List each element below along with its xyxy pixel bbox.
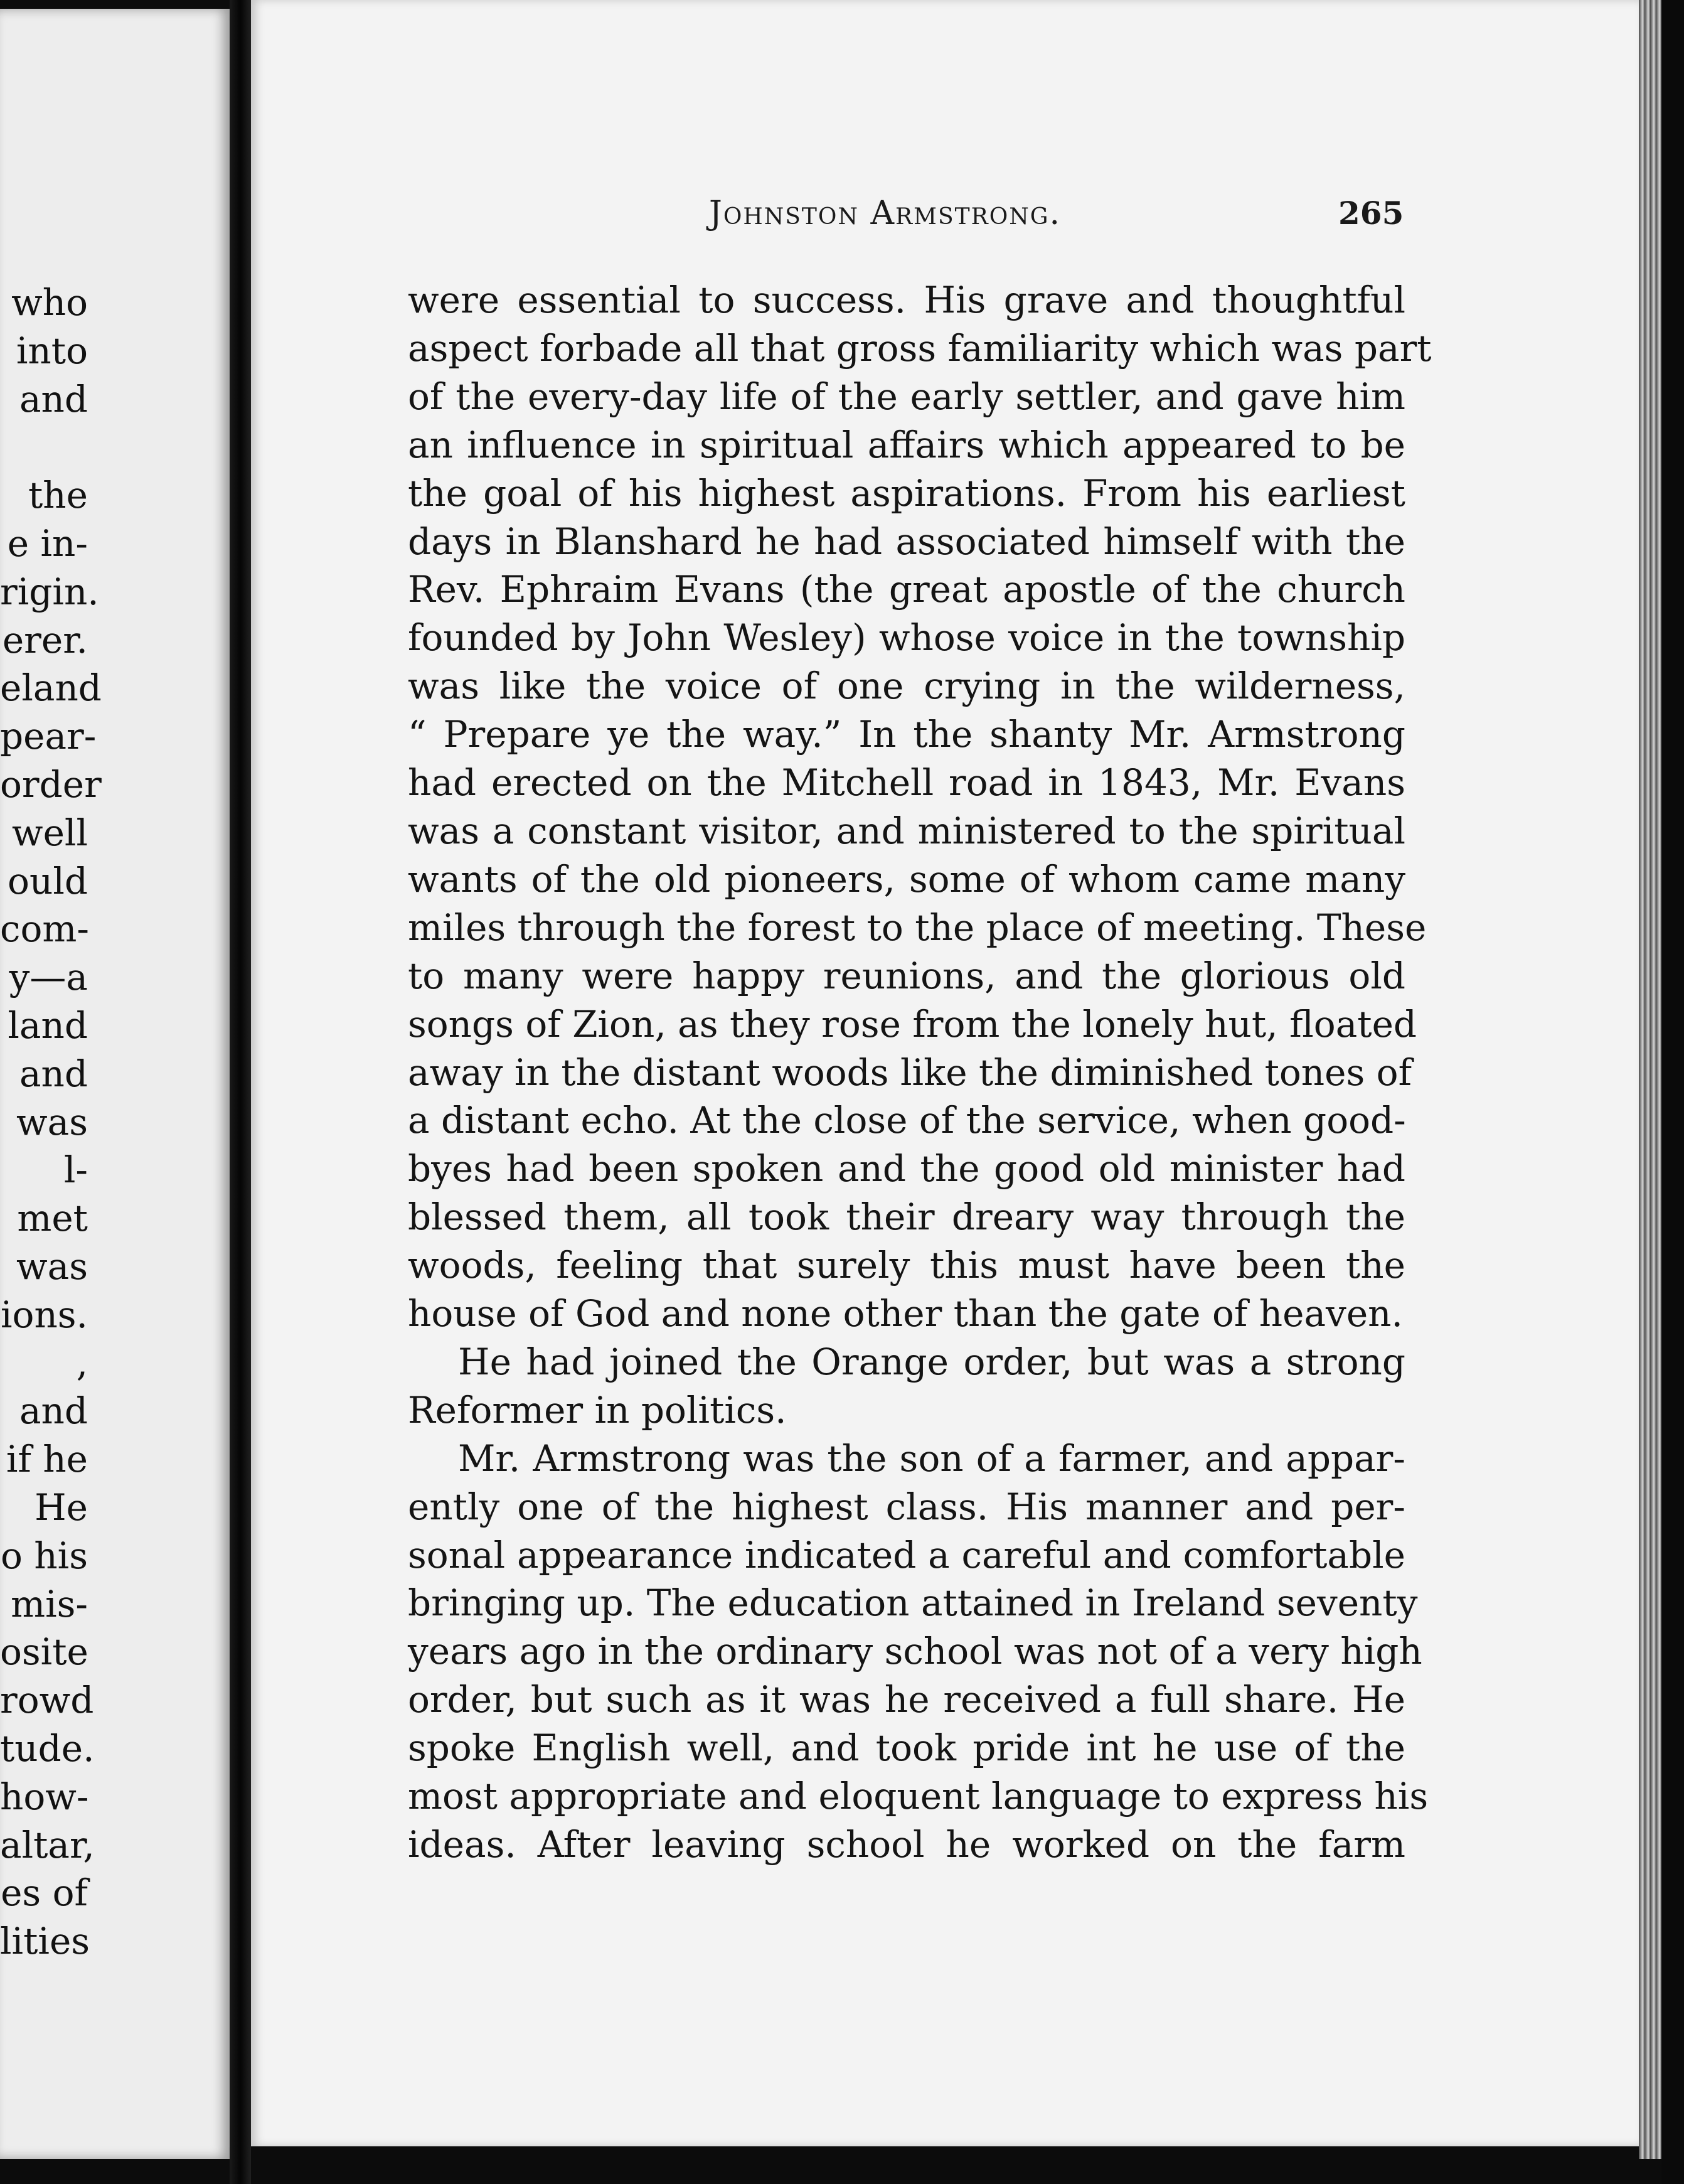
previous-page-line: ions.: [0, 1293, 88, 1336]
previous-page-line: e in-: [7, 522, 88, 565]
text-line: years ago in the ordinary school was not of a very high: [408, 1630, 1422, 1673]
text-line: days in Blanshard he had associated himself with the: [408, 520, 1405, 563]
text-line: a distant echo. At the close of the service, when good-: [408, 1099, 1406, 1142]
previous-page-line: into: [16, 329, 88, 372]
text-line: woods, feeling that surely this must have been the: [408, 1244, 1405, 1287]
previous-page-line: com-: [0, 907, 89, 951]
running-head: Johnston Armstrong.: [709, 195, 1062, 232]
page-number: 265: [1338, 195, 1404, 232]
paragraph: [408, 276, 1432, 1338]
text-line: songs of Zion, as they rose from the lonely hut, floated: [408, 1002, 1417, 1046]
scan-border: [1661, 0, 1684, 2184]
text-line: bringing up. The education attained in Ireland seventy: [408, 1582, 1418, 1625]
previous-page-line: and: [19, 1052, 88, 1095]
previous-page-line: who: [11, 281, 88, 324]
previous-page-line: [0, 423, 88, 471]
previous-page-line: tude.: [0, 1726, 95, 1770]
text-line: ently one of the highest class. His manner and per-: [408, 1485, 1405, 1528]
previous-page-line: erer.: [2, 618, 88, 661]
previous-page-line: osite: [0, 1630, 88, 1674]
text-line: away in the distant woods like the diminished tones of: [408, 1051, 1412, 1094]
previous-page-line: was: [16, 1245, 88, 1288]
previous-page-line: mis-: [11, 1582, 88, 1625]
text-line: was a constant visitor, and ministered to the spiritual: [408, 809, 1405, 852]
text-line: Reformer in politics.: [408, 1388, 787, 1432]
previous-page-line: , and: [19, 1341, 88, 1433]
text-line: wants of the old pioneers, some of whom came many: [408, 857, 1405, 901]
text-line: founded by John Wesley) whose voice in the township: [408, 616, 1405, 660]
previous-page-text: [0, 279, 102, 1966]
text-line: byes had been spoken and the good old minister had: [408, 1147, 1405, 1191]
text-line: spoke English well, and took pride int he use of the: [408, 1726, 1405, 1770]
previous-page-line: land: [8, 1004, 88, 1047]
text-line: Mr. Armstrong was the son of a farmer, and appar-: [458, 1437, 1405, 1480]
previous-page-line: the: [28, 474, 88, 517]
text-line: aspect forbade all that gross familiarity which was part: [408, 326, 1432, 370]
text-line: sonal appearance indicated a careful and comfortable: [408, 1533, 1405, 1576]
previous-page-line: rowd: [0, 1679, 94, 1722]
previous-page-line: well: [11, 811, 88, 854]
book-gutter: [230, 0, 251, 2184]
previous-page-line: how-: [0, 1775, 89, 1818]
previous-page-line: lities: [0, 1920, 90, 1963]
text-line: house of God and none other than the gate of heaven.: [408, 1292, 1403, 1336]
previous-page-line: y—a: [9, 956, 88, 999]
text-line: blessed them, all took their dreary way through the: [408, 1196, 1405, 1239]
previous-page-line: He: [35, 1485, 88, 1529]
previous-page-line: and: [19, 377, 88, 420]
previous-page-line: rigin.: [0, 570, 99, 613]
text-line: of the every-day life of the early settler, and gave him: [408, 375, 1405, 418]
previous-page-line: l-met: [17, 1148, 88, 1240]
text-line: most appropriate and eloquent language to express his: [408, 1775, 1429, 1818]
text-line: order, but such as it was he received a full share. He: [408, 1678, 1405, 1721]
previous-page-line: altar,: [0, 1823, 95, 1866]
text-line: miles through the forest to the place of meeting. These: [408, 906, 1427, 949]
previous-page: [0, 9, 230, 2159]
previous-page-line: eland: [0, 666, 102, 710]
text-line: ideas. After leaving school he worked on the farm: [408, 1823, 1405, 1866]
text-line: the goal of his highest aspirations. From his earliest: [408, 471, 1405, 515]
page-edges: [1639, 0, 1661, 2159]
text-line: Rev. Ephraim Evans (the great apostle of the church: [408, 568, 1405, 611]
text-line: He had joined the Orange order, but was a strong: [458, 1340, 1405, 1383]
previous-page-line: order: [0, 763, 102, 806]
text-line: to many were happy reunions, and the glorious old: [408, 954, 1405, 997]
paragraph: [408, 1338, 1405, 1435]
previous-page-line: ould: [8, 859, 88, 902]
previous-page-line: if he: [6, 1438, 88, 1481]
paragraph: [408, 1435, 1429, 1869]
body-text: [408, 276, 1432, 1869]
text-line: had erected on the Mitchell road in 1843, Mr. Evans: [408, 761, 1405, 805]
previous-page-line: pear-: [0, 715, 97, 758]
previous-page-line: o his: [0, 1534, 88, 1577]
text-line: an influence in spiritual affairs which appeared to be: [408, 423, 1405, 466]
text-line: were essential to success. His grave and thoughtful: [408, 279, 1405, 321]
text-line: “ Prepare ye the way.” In the shanty Mr. Armstrong: [408, 713, 1405, 756]
previous-page-line: was: [16, 1100, 88, 1143]
text-line: was like the voice of one crying in the wilderness,: [408, 665, 1405, 708]
previous-page-line: es of: [1, 1871, 88, 1915]
